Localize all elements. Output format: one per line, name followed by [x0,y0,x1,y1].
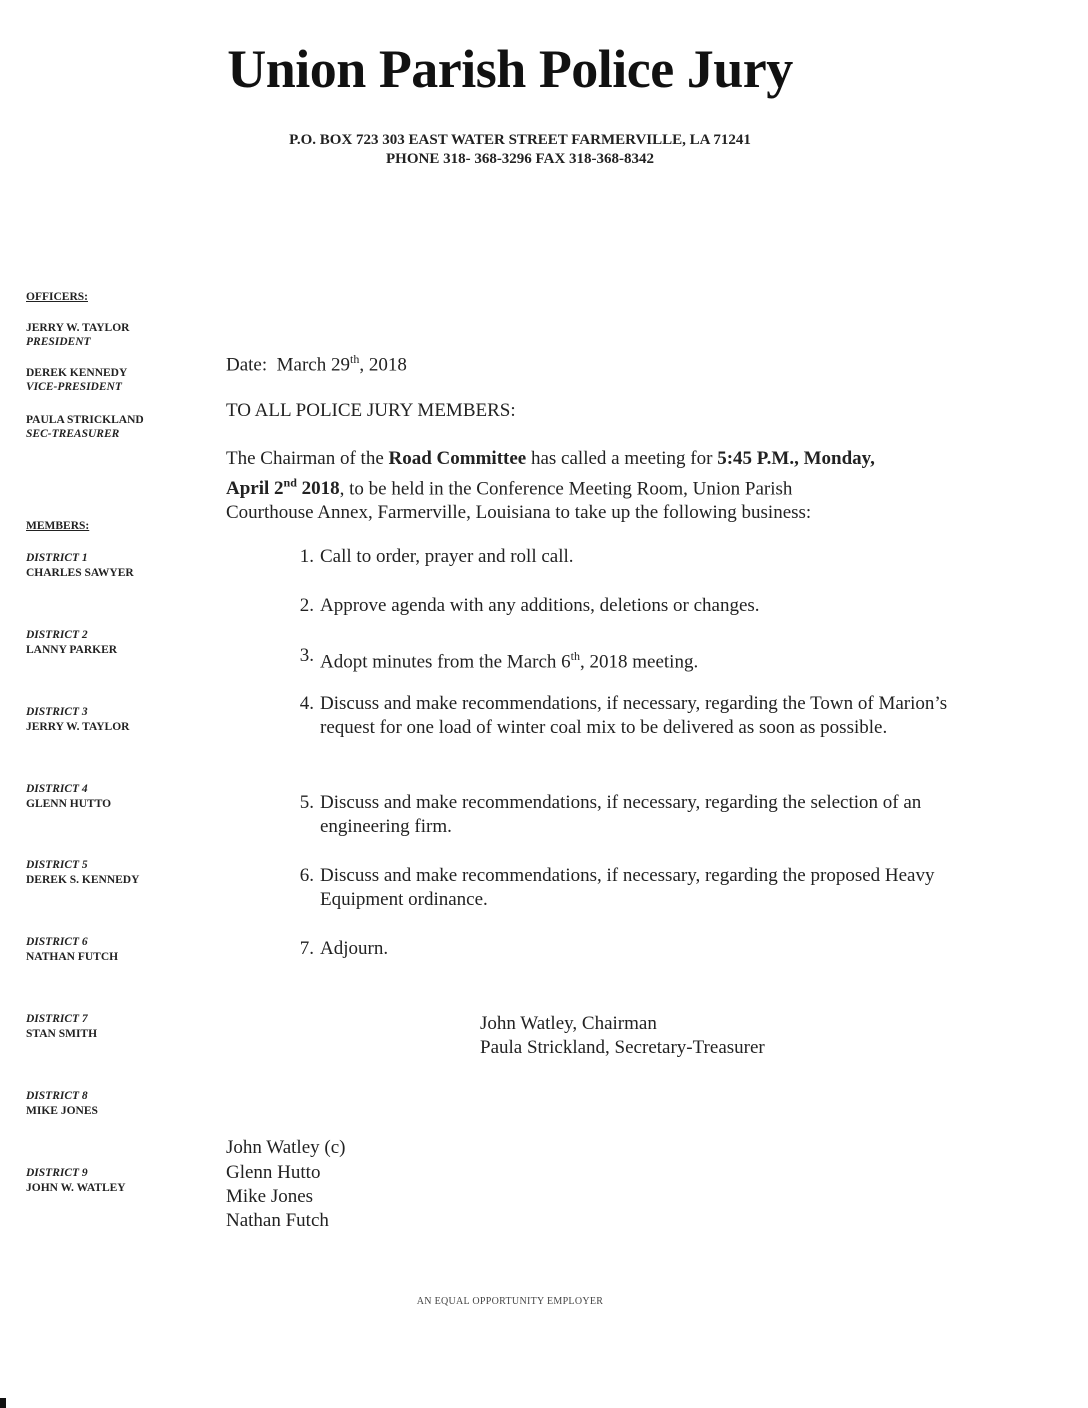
agenda-text: Discuss and make recommendations, if necessary, regarding the selection of an engineering firm. [320,792,922,837]
date-value: March 29 [276,354,350,376]
member-name: CHARLES SAWYER [26,567,134,579]
letterhead-address: P.O. BOX 723 303 EAST WATER STREET FARMERVILLE, LA 71241 [289,132,751,148]
agenda-text: Call to order, prayer and roll call. [320,546,574,567]
salutation: TO ALL POLICE JURY MEMBERS: [226,400,516,421]
date-ordinal: th [350,352,360,366]
officer-role: VICE-PRESIDENT [26,381,122,393]
agenda-text-part: , 2018 meeting. [580,651,699,673]
member-district: DISTRICT 3 [26,706,88,718]
signature-secretary: Paula Strickland, Secretary-Treasurer [480,1037,765,1058]
agenda-text: Discuss and make recommendations, if necessary, regarding the proposed Heavy Equipment ordinance. [320,865,935,910]
member-name: MIKE JONES [26,1105,98,1117]
intro-text: Courthouse Annex, Farmerville, Louisiana to take up the following business: [226,502,812,524]
member-district: DISTRICT 4 [26,783,88,795]
officer-role: SEC-TREASURER [26,428,120,440]
letterhead-contact: PHONE 318- 368-3296 FAX 318-368-8342 [385,151,655,167]
officer-role: PRESIDENT [26,336,91,348]
agenda-number: 2. [299,595,314,616]
officer-name: PAULA STRICKLAND [26,414,144,426]
officers-heading: OFFICERS: [26,291,88,303]
member-name: STAN SMITH [26,1028,98,1040]
agenda-number: 3. [299,645,314,666]
officer-name: JERRY W. TAYLOR [26,322,130,334]
member-name: GLENN HUTTO [26,798,112,810]
scan-edge-mark [0,1398,6,1408]
agenda-text: Discuss and make recommendations, if necessary, regarding the Town of Marion’s request for one load of winter coal mix to be delivered as soon as possible. [320,693,948,738]
meeting-time: 5:45 P.M., Monday, [717,448,875,469]
meeting-date-main: April 2 [226,478,284,500]
member-district: DISTRICT 2 [26,629,88,641]
committee-member: Nathan Futch [226,1210,329,1231]
committee-member: Mike Jones [226,1186,314,1207]
members-heading: MEMBERS: [26,520,90,532]
member-name: LANNY PARKER [26,644,118,656]
footer-eoe: AN EQUAL OPPORTUNITY EMPLOYER [416,1296,604,1307]
letterhead-title: Union Parish Police Jury [227,39,793,99]
committee-member: John Watley (c) [226,1137,346,1158]
intro-text: has called a meeting for [526,448,718,469]
agenda-number: 6. [299,865,314,886]
member-district: DISTRICT 9 [26,1167,88,1179]
date-year: , 2018 [359,354,407,376]
member-district: DISTRICT 1 [26,552,88,564]
agenda-ordinal: th [570,649,580,663]
agenda-number: 7. [299,938,314,959]
intro-text: , to be held in the Conference Meeting Room, Union Parish [339,478,793,500]
member-name: DEREK S. KENNEDY [26,874,140,886]
signature-chairman: John Watley, Chairman [480,1013,657,1034]
committee-name: Road Committee [388,448,527,469]
letter-date [226,347,407,377]
intro-paragraph [226,447,986,525]
agenda-text-part: Adopt minutes from the March 6 [320,651,571,673]
agenda-number: 1. [299,546,314,567]
agenda-text: Adjourn. [320,938,389,959]
meeting-date-year: 2018 [296,478,340,500]
agenda-number: 4. [299,693,314,714]
agenda-number: 5. [299,792,314,813]
agenda-text [320,644,980,674]
committee-member: Glenn Hutto [226,1162,321,1183]
member-district: DISTRICT 6 [26,936,88,948]
member-name: JERRY W. TAYLOR [26,721,130,733]
officer-name: DEREK KENNEDY [26,367,128,379]
date-label: Date: [226,354,268,376]
intro-text: The Chairman of the [226,448,389,469]
agenda-text: Approve agenda with any additions, deletions or changes. [320,595,760,616]
member-district: DISTRICT 8 [26,1090,88,1102]
member-name: NATHAN FUTCH [26,951,119,963]
meeting-date [226,478,340,499]
member-district: DISTRICT 7 [26,1013,88,1025]
member-district: DISTRICT 5 [26,859,88,871]
member-name: JOHN W. WATLEY [26,1182,126,1194]
meeting-date-ordinal: nd [283,476,297,490]
